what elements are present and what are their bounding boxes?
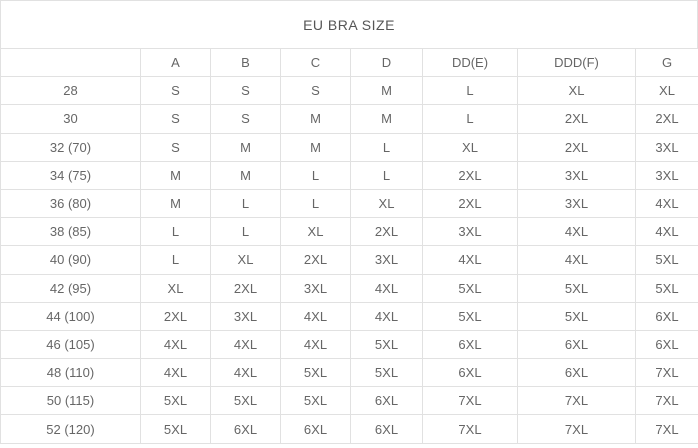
size-cell: 6XL xyxy=(518,330,636,358)
size-cell: 3XL xyxy=(636,133,698,161)
size-cell: 2XL xyxy=(351,218,423,246)
row-label: 48 (110) xyxy=(1,359,141,387)
table-row xyxy=(1,189,698,217)
size-cell: 2XL xyxy=(141,302,211,330)
size-cell: 4XL xyxy=(281,330,351,358)
size-cell: XL xyxy=(518,77,636,105)
size-cell: 4XL xyxy=(281,302,351,330)
size-cell: 7XL xyxy=(423,387,518,415)
size-cell: 3XL xyxy=(518,189,636,217)
size-cell: 2XL xyxy=(636,105,698,133)
row-label: 38 (85) xyxy=(1,218,141,246)
table-row xyxy=(1,359,698,387)
size-cell: 5XL xyxy=(518,274,636,302)
size-cell: M xyxy=(351,105,423,133)
size-cell: 5XL xyxy=(351,359,423,387)
table-row xyxy=(1,387,698,415)
size-cell: 7XL xyxy=(636,359,698,387)
size-cell: S xyxy=(211,77,281,105)
size-cell: 5XL xyxy=(636,274,698,302)
size-cell: 4XL xyxy=(351,274,423,302)
size-cell: L xyxy=(141,218,211,246)
size-cell: S xyxy=(211,105,281,133)
size-cell: 5XL xyxy=(141,415,211,443)
header-row xyxy=(1,49,698,77)
table-row xyxy=(1,218,698,246)
table-row xyxy=(1,161,698,189)
table-row xyxy=(1,77,698,105)
row-label: 36 (80) xyxy=(1,189,141,217)
size-cell: L xyxy=(351,161,423,189)
size-cell: 6XL xyxy=(423,330,518,358)
row-label: 44 (100) xyxy=(1,302,141,330)
size-cell: L xyxy=(141,246,211,274)
row-label: 50 (115) xyxy=(1,387,141,415)
size-cell: 4XL xyxy=(211,359,281,387)
size-cell: XL xyxy=(636,77,698,105)
row-label: 42 (95) xyxy=(1,274,141,302)
size-table xyxy=(0,48,698,444)
size-cell: 5XL xyxy=(281,387,351,415)
size-cell: 7XL xyxy=(518,415,636,443)
table-body xyxy=(1,77,698,443)
row-label: 46 (105) xyxy=(1,330,141,358)
chart-title: EU BRA SIZE xyxy=(0,0,698,48)
size-cell: 5XL xyxy=(423,302,518,330)
column-header: G xyxy=(636,49,698,77)
size-cell: S xyxy=(141,133,211,161)
size-cell: XL xyxy=(351,189,423,217)
size-cell: 4XL xyxy=(423,246,518,274)
size-cell: 5XL xyxy=(141,387,211,415)
size-cell: S xyxy=(141,105,211,133)
size-cell: 4XL xyxy=(211,330,281,358)
column-header: D xyxy=(351,49,423,77)
size-cell: M xyxy=(351,77,423,105)
size-cell: L xyxy=(423,105,518,133)
size-cell: 7XL xyxy=(518,387,636,415)
table-row xyxy=(1,330,698,358)
size-cell: M xyxy=(281,105,351,133)
table-row xyxy=(1,105,698,133)
size-cell: 6XL xyxy=(518,359,636,387)
size-cell: 5XL xyxy=(636,246,698,274)
size-cell: S xyxy=(141,77,211,105)
size-cell: XL xyxy=(423,133,518,161)
size-cell: 2XL xyxy=(423,161,518,189)
table-row xyxy=(1,302,698,330)
size-cell: 2XL xyxy=(281,246,351,274)
size-cell: 6XL xyxy=(211,415,281,443)
size-cell: 3XL xyxy=(636,161,698,189)
size-cell: 6XL xyxy=(636,330,698,358)
size-cell: 7XL xyxy=(636,387,698,415)
size-cell: 5XL xyxy=(351,330,423,358)
column-header: DD(E) xyxy=(423,49,518,77)
size-cell: 4XL xyxy=(636,189,698,217)
size-cell: 3XL xyxy=(281,274,351,302)
size-cell: 4XL xyxy=(518,218,636,246)
size-cell: XL xyxy=(141,274,211,302)
column-header: A xyxy=(141,49,211,77)
table-row xyxy=(1,274,698,302)
size-cell: 4XL xyxy=(518,246,636,274)
row-label: 28 xyxy=(1,77,141,105)
size-cell: M xyxy=(211,161,281,189)
size-cell: 5XL xyxy=(211,387,281,415)
size-cell: XL xyxy=(211,246,281,274)
size-cell: 6XL xyxy=(281,415,351,443)
size-cell: 2XL xyxy=(518,105,636,133)
row-label: 34 (75) xyxy=(1,161,141,189)
size-cell: M xyxy=(141,189,211,217)
size-cell: L xyxy=(281,161,351,189)
size-cell: 3XL xyxy=(518,161,636,189)
size-cell: L xyxy=(423,77,518,105)
size-cell: L xyxy=(211,218,281,246)
size-cell: 3XL xyxy=(211,302,281,330)
row-label: 32 (70) xyxy=(1,133,141,161)
size-cell: 4XL xyxy=(141,359,211,387)
row-label: 30 xyxy=(1,105,141,133)
table-row xyxy=(1,415,698,443)
size-cell: 5XL xyxy=(518,302,636,330)
column-header: B xyxy=(211,49,281,77)
size-cell: 2XL xyxy=(518,133,636,161)
size-cell: L xyxy=(211,189,281,217)
column-header: C xyxy=(281,49,351,77)
size-cell: 6XL xyxy=(351,387,423,415)
table-row xyxy=(1,246,698,274)
row-label: 40 (90) xyxy=(1,246,141,274)
size-cell: S xyxy=(281,77,351,105)
corner-header-cell xyxy=(1,49,141,77)
row-label: 52 (120) xyxy=(1,415,141,443)
size-cell: 2XL xyxy=(423,189,518,217)
column-header: DDD(F) xyxy=(518,49,636,77)
size-cell: 7XL xyxy=(423,415,518,443)
size-cell: 6XL xyxy=(351,415,423,443)
size-cell: 5XL xyxy=(423,274,518,302)
size-cell: 7XL xyxy=(636,415,698,443)
size-cell: 3XL xyxy=(423,218,518,246)
size-cell: 6XL xyxy=(423,359,518,387)
size-cell: XL xyxy=(281,218,351,246)
size-cell: M xyxy=(211,133,281,161)
size-cell: 2XL xyxy=(211,274,281,302)
size-cell: L xyxy=(351,133,423,161)
size-cell: M xyxy=(281,133,351,161)
size-cell: 4XL xyxy=(351,302,423,330)
size-cell: L xyxy=(281,189,351,217)
size-cell: 6XL xyxy=(636,302,698,330)
size-cell: M xyxy=(141,161,211,189)
table-row xyxy=(1,133,698,161)
size-cell: 3XL xyxy=(351,246,423,274)
size-cell: 4XL xyxy=(636,218,698,246)
size-cell: 4XL xyxy=(141,330,211,358)
size-cell: 5XL xyxy=(281,359,351,387)
